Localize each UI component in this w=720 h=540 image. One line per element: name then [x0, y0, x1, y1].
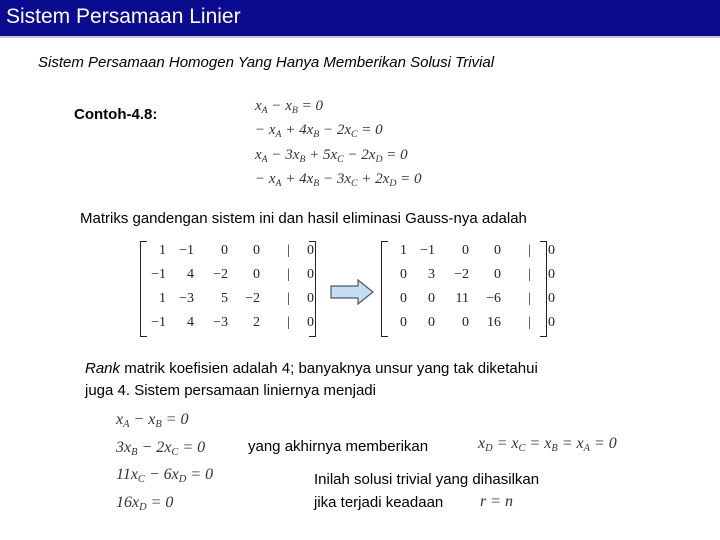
matrix-separator: |	[528, 243, 531, 258]
matrix-cell: 0	[307, 267, 314, 282]
equation-1	[255, 98, 323, 115]
reduced-equation-4	[116, 494, 173, 512]
matrix-separator: |	[528, 291, 531, 306]
equation-term: 16x	[116, 494, 140, 511]
matrix-cell: 0	[253, 243, 260, 258]
equation-subscript: D	[485, 443, 493, 455]
equation-subscript: C	[518, 443, 526, 455]
matrix-intro: Matriks gandengan sistem ini dan hasil eliminasi Gauss-nya adalah	[80, 210, 527, 227]
equation-subscript: D	[375, 153, 383, 165]
equation-term: x	[116, 411, 124, 428]
matrix-cell: 0	[307, 291, 314, 306]
matrix-cell: −1	[420, 243, 435, 258]
equation-term: = 0	[186, 466, 214, 483]
example-label: Contoh-4.8:	[74, 106, 158, 123]
equation-term: = 0	[178, 439, 206, 456]
equation-term: x	[478, 435, 486, 452]
equation-subscript: C	[137, 474, 145, 486]
matrix-cell: −1	[179, 243, 194, 258]
matrix-cell: 11	[455, 291, 469, 306]
equation-subscript: B	[299, 153, 306, 165]
title-bar	[0, 0, 720, 38]
equation-subscript: A	[123, 419, 130, 431]
rank-line-2: juga 4. Sistem persamaan liniernya menjadi	[85, 382, 376, 399]
slide-title: Sistem Persamaan Linier	[6, 5, 241, 28]
equation-term: + 5x	[305, 147, 338, 163]
matrix-cell: −6	[486, 291, 501, 306]
matrix-separator: |	[287, 243, 290, 258]
matrix-cell: 0	[548, 291, 555, 306]
equation-term: = 0	[161, 411, 189, 428]
matrix-cell: −3	[213, 315, 228, 330]
matrix-cell: 0	[462, 243, 469, 258]
equation-subscript: B	[131, 447, 138, 459]
equation-subscript: B	[291, 104, 298, 116]
equation-term: − x	[255, 122, 276, 138]
rank-rest: matrik koefisien adalah 4; banyaknya unsur yang tak diketahui	[120, 360, 538, 377]
matrix-cell: 0	[307, 243, 314, 258]
equation-4	[255, 171, 422, 188]
matrix-cell: 0	[428, 291, 435, 306]
equation-subscript: D	[389, 177, 397, 189]
matrix-cell: 1	[159, 291, 166, 306]
matrix-cell: −1	[151, 315, 166, 330]
matrix-cell: 5	[221, 291, 228, 306]
matrix-cell: −2	[454, 267, 469, 282]
matrix-separator: |	[287, 315, 290, 330]
equation-subscript: D	[139, 502, 147, 514]
equation-subscript: C	[351, 128, 358, 140]
equation-subscript: C	[351, 177, 358, 189]
matrix-cell: 0	[400, 291, 407, 306]
matrix-cell: 3	[428, 267, 435, 282]
equation-term: − 2x	[137, 439, 172, 456]
rank-line-1	[85, 360, 538, 377]
matrix-cell: 16	[487, 315, 501, 330]
matrix-cell: −2	[245, 291, 260, 306]
equation-subscript: A	[583, 443, 590, 455]
matrix-cell: 0	[428, 315, 435, 330]
equation-term: x	[255, 147, 262, 163]
equation-subscript: B	[155, 419, 162, 431]
equation-term: − 3x	[319, 171, 352, 187]
equation-subscript: A	[275, 177, 282, 189]
equation-subscript: B	[313, 128, 320, 140]
equation-term: = 0	[146, 494, 174, 511]
matrix-separator: |	[528, 315, 531, 330]
matrix-cell: 4	[187, 267, 194, 282]
result-equation	[478, 435, 617, 453]
equation-term: = 0	[382, 147, 408, 163]
equation-term: = x	[557, 435, 584, 452]
equation-term: − x	[129, 411, 156, 428]
trivial-line-2: jika terjadi keadaan	[314, 494, 444, 511]
equation-term: = 0	[396, 171, 422, 187]
equation-term: + 2x	[357, 171, 390, 187]
equation-term: − 2x	[343, 147, 376, 163]
trivial-line-1: Inilah solusi trivial yang dihasilkan	[314, 471, 540, 488]
equation-term: = x	[525, 435, 552, 452]
matrix-cell: 0	[494, 267, 501, 282]
equation-term: 11x	[116, 466, 138, 483]
reduced-equation-1	[116, 411, 189, 429]
equation-3	[255, 147, 408, 164]
equation-subscript: A	[261, 104, 268, 116]
equation-term: = 0	[297, 98, 324, 114]
equation-term: + 4x	[281, 171, 314, 187]
matrix-cell: −3	[179, 291, 194, 306]
matrix-cell: 0	[221, 243, 228, 258]
matrix-cell: 0	[253, 267, 260, 282]
condition: r = n	[480, 493, 514, 510]
matrix-cell: 1	[159, 243, 166, 258]
equation-term: = 0	[357, 122, 383, 138]
equation-term: 3x	[116, 439, 132, 456]
matrix-cell: 0	[548, 267, 555, 282]
matrix-cell: 0	[548, 315, 555, 330]
equation-subscript: B	[313, 177, 320, 189]
matrix-cell: −2	[213, 267, 228, 282]
rank-italic: Rank	[85, 360, 121, 377]
equation-term: + 4x	[281, 122, 314, 138]
equation-term: x	[255, 98, 262, 114]
equation-term: − x	[267, 98, 292, 114]
equation-2	[255, 122, 383, 139]
reduced-equation-2	[116, 439, 205, 457]
matrix-separator: |	[287, 291, 290, 306]
matrix-cell: 2	[253, 315, 260, 330]
equation-term: − 3x	[267, 147, 300, 163]
equation-term: = x	[492, 435, 519, 452]
equation-subscript: B	[551, 443, 558, 455]
equation-subscript: C	[337, 153, 344, 165]
equation-subscript: C	[171, 447, 179, 459]
equation-subscript: D	[178, 474, 187, 486]
eliminated-matrix	[381, 241, 555, 335]
augmented-matrix	[140, 241, 316, 335]
equation-subscript: A	[261, 153, 268, 165]
equation-term: − x	[255, 171, 276, 187]
matrix-separator: |	[528, 267, 531, 282]
matrix-cell: 0	[400, 315, 407, 330]
matrix-cell: 0	[462, 315, 469, 330]
equation-term: − 6x	[144, 466, 179, 483]
equation-term: = 0	[590, 435, 617, 452]
matrix-cell: 4	[187, 315, 194, 330]
equation-subscript: A	[275, 128, 282, 140]
matrix-cell: 1	[400, 243, 407, 258]
matrix-cell: −1	[151, 267, 166, 282]
equation-term: − 2x	[319, 122, 352, 138]
subtitle: Sistem Persamaan Homogen Yang Hanya Memberikan Solusi Trivial	[38, 54, 495, 71]
matrix-cell: 0	[494, 243, 501, 258]
matrix-cell: 0	[400, 267, 407, 282]
matrix-cell: 0	[307, 315, 314, 330]
right-arrow-icon	[330, 279, 374, 305]
reduced-equation-3	[116, 466, 213, 484]
matrix-cell: 0	[548, 243, 555, 258]
result-label: yang akhirnya memberikan	[248, 438, 429, 455]
matrix-separator: |	[287, 267, 290, 282]
